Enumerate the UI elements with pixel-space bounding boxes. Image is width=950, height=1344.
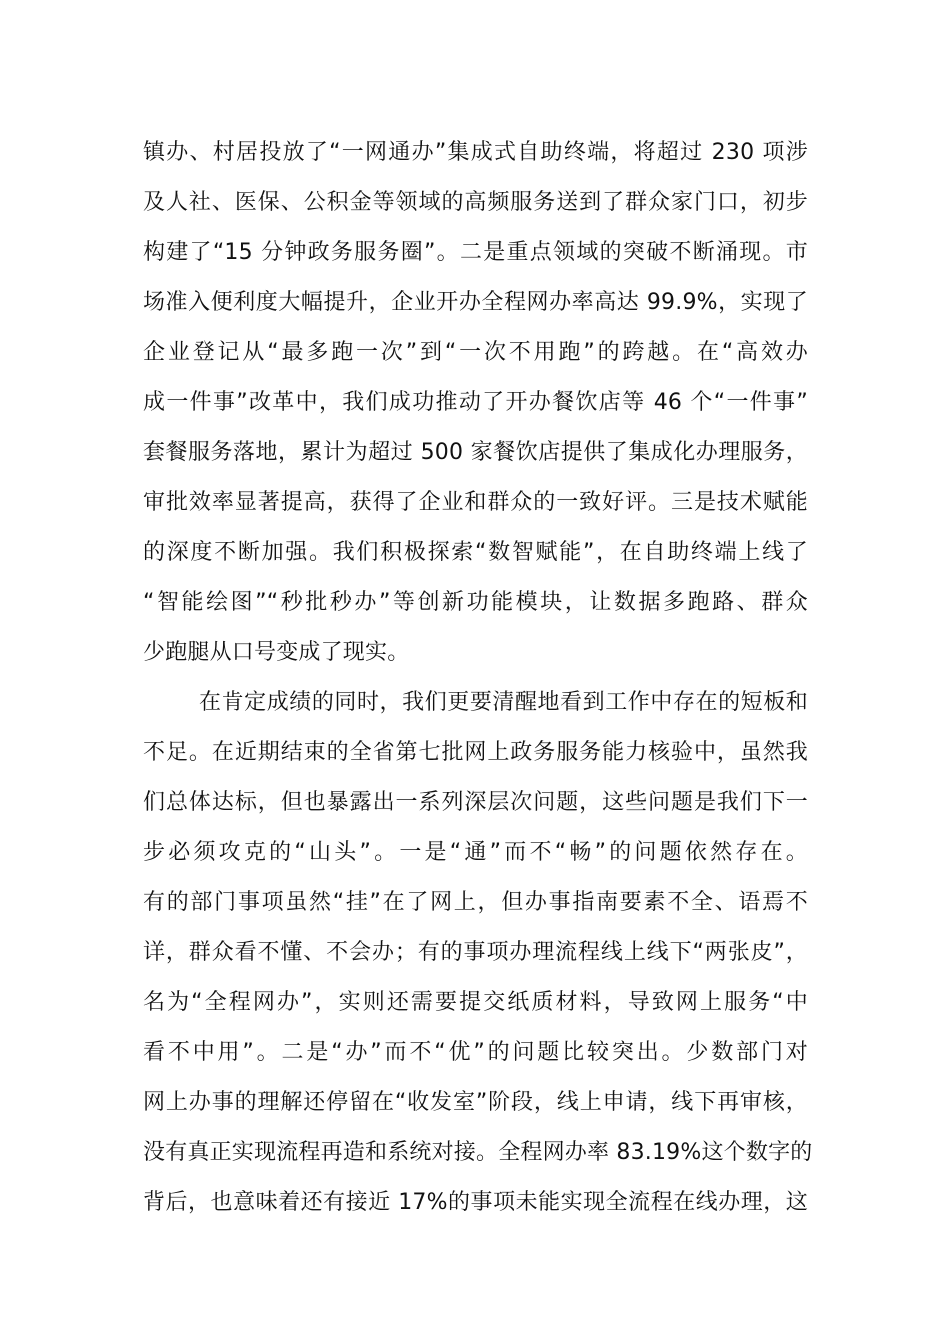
text-line: 及人社、医保、公积金等领域的高频服务送到了群众家门口，初步	[143, 190, 808, 215]
text-line: 详，群众看不懂、不会办；有的事项办理流程线上线下“两张皮”，	[143, 940, 808, 965]
text-line: 们总体达标，但也暴露出一系列深层次问题，这些问题是我们下一	[143, 790, 808, 815]
text-line: 有的部门事项虽然“挂”在了网上，但办事指南要素不全、语焉不	[143, 890, 808, 915]
body-text	[143, 128, 813, 1228]
text-line: “智能绘图”“秒批秒办”等创新功能模块，让数据多跑路、群众	[143, 590, 808, 615]
text-line: 企业登记从“最多跑一次”到“一次不用跑”的跨越。在“高效办	[143, 340, 808, 365]
text-line: 的深度不断加强。我们积极探索“数智赋能”，在自助终端上线了	[143, 540, 808, 565]
text-line: 不足。在近期结束的全省第七批网上政务服务能力核验中，虽然我	[143, 740, 808, 765]
text-line: 步必须攻克的“山头”。一是“通”而不“畅”的问题依然存在。	[143, 840, 808, 865]
text-line: 背后，也意味着还有接近 17%的事项未能实现全流程在线办理，这	[143, 1190, 808, 1215]
text-line: 构建了“15 分钟政务服务圈”。二是重点领域的突破不断涌现。市	[143, 240, 808, 265]
text-line: 看不中用”。二是“办”而不“优”的问题比较突出。少数部门对	[143, 1040, 808, 1065]
text-line: 场准入便利度大幅提升，企业开办全程网办率高达 99.9%，实现了	[143, 290, 808, 315]
text-line: 没有真正实现流程再造和系统对接。全程网办率 83.19%这个数字的	[143, 1140, 813, 1165]
text-line: 套餐服务落地，累计为超过 500 家餐饮店提供了集成化办理服务，	[143, 440, 808, 465]
paragraph-start-line: 在肯定成绩的同时，我们更要清醒地看到工作中存在的短板和	[199, 690, 808, 715]
text-line: 审批效率显著提高，获得了企业和群众的一致好评。三是技术赋能	[143, 490, 808, 515]
text-line: 镇办、村居投放了“一网通办”集成式自助终端，将超过 230 项涉	[143, 140, 808, 165]
text-line: 少跑腿从口号变成了现实。	[143, 640, 410, 665]
text-line: 成一件事”改革中，我们成功推动了开办餐饮店等 46 个“一件事”	[143, 390, 808, 415]
text-line: 网上办事的理解还停留在“收发室”阶段，线上申请，线下再审核，	[143, 1090, 808, 1115]
text-line: 名为“全程网办”，实则还需要提交纸质材料，导致网上服务“中	[143, 990, 808, 1015]
